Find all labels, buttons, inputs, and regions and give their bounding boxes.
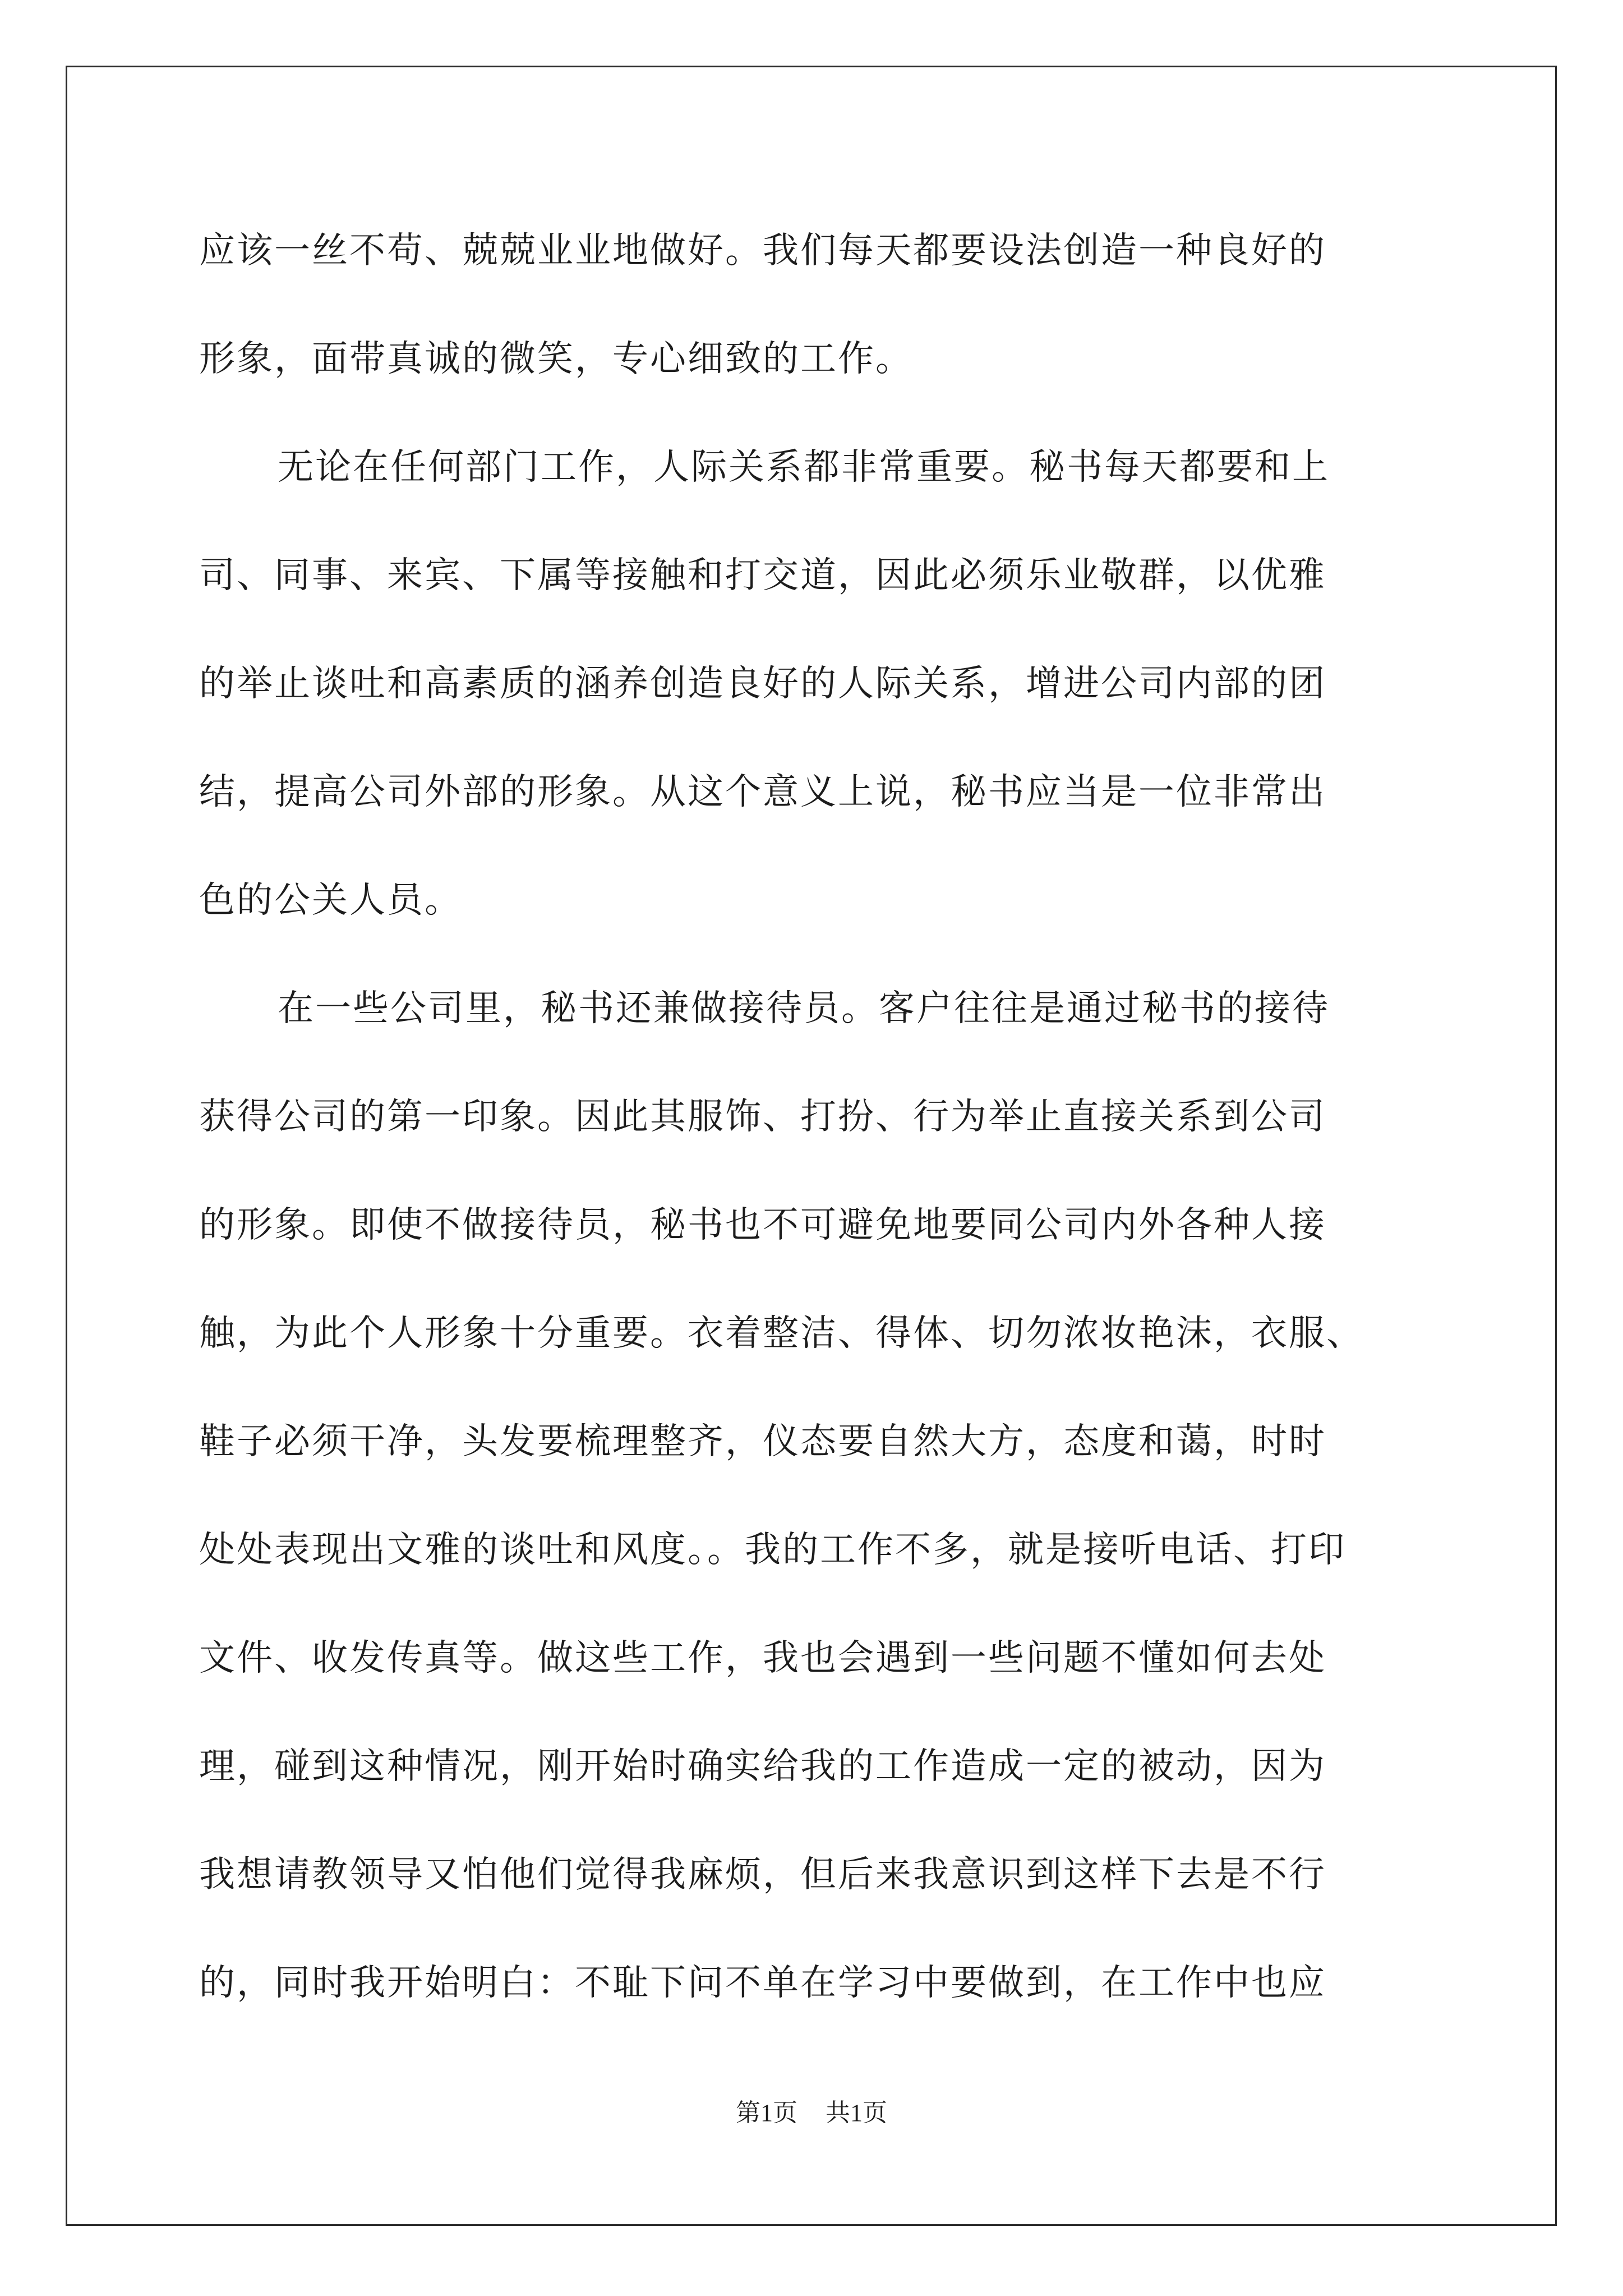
text-line: 理，碰到这种情况，刚开始时确实给我的工作造成一定的被动，因为: [199, 1746, 1326, 1787]
text-line: 触，为此个人形象十分重要。衣着整洁、得体、切勿浓妆艳沫，衣服、: [199, 1313, 1364, 1354]
text-line: 处处表现出文雅的谈吐和风度。。我的工作不多，就是接听电话、打印: [199, 1529, 1346, 1571]
page-footer: [0, 2092, 1623, 2128]
text-line: 鞋子必须干净，头发要梳理整齐，仪态要自然大方，态度和蔼，时时: [199, 1421, 1326, 1462]
text-line: 无论在任何部门工作，人际关系都非常重要。秘书每天都要和上: [278, 447, 1330, 488]
text-line: 文件、收发传真等。做这些工作，我也会遇到一些问题不懂如何去处: [199, 1637, 1326, 1679]
text-line: 我想请教领导又怕他们觉得我麻烦，但后来我意识到这样下去是不行: [199, 1854, 1326, 1895]
body-text: [199, 209, 1433, 2049]
text-line: 的举止谈吐和高素质的涵养创造良好的人际关系，增进公司内部的团: [199, 663, 1326, 705]
text-line: 结，提高公司外部的形象。从这个意义上说，秘书应当是一位非常出: [199, 771, 1326, 813]
text-line: 的，同时我开始明白：不耻下问不单在学习中要做到，在工作中也应: [199, 1962, 1326, 2004]
text-line: 的形象。即使不做接待员，秘书也不可避免地要同公司内外各种人接: [199, 1204, 1326, 1246]
text-line: 色的公关人员。: [199, 880, 462, 921]
text-line: 司、同事、来宾、下属等接触和打交道，因此必须乐业敬群，以优雅: [199, 555, 1326, 596]
text-line: 应该一丝不苟、兢兢业业地做好。我们每天都要设法创造一种良好的: [199, 230, 1326, 272]
page-total: 共1页: [826, 2099, 887, 2127]
text-line: 在一些公司里，秘书还兼做接待员。客户往往是通过秘书的接待: [278, 988, 1330, 1029]
text-line: 形象，面带真诚的微笑，专心细致的工作。: [199, 338, 913, 380]
page-number: 第1页: [736, 2099, 797, 2127]
text-line: 获得公司的第一印象。因此其服饰、打扮、行为举止直接关系到公司: [199, 1096, 1326, 1138]
